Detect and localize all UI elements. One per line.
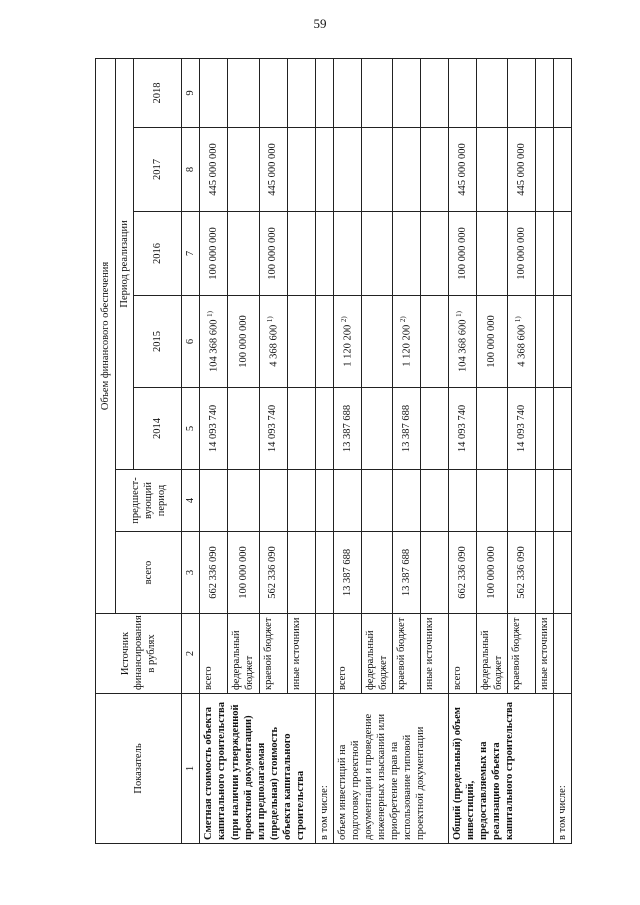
empty-cell xyxy=(315,128,333,212)
y2018-cell xyxy=(448,58,476,127)
y2017-cell: 445 000 000 xyxy=(200,128,228,212)
y2016-cell: 100 000 000 xyxy=(508,212,536,296)
page-number: 59 xyxy=(313,16,327,31)
source-cell: федеральный бюджет xyxy=(361,614,392,694)
y2014-cell: 14 093 740 xyxy=(508,388,536,470)
indicator-cell: Сметная стоимость объекта капитального строительства (при наличии утвержденной проектной документации) или предполагаемая (предельная) стоимость объекта капитального строительства xyxy=(200,694,315,844)
y2014-cell xyxy=(476,388,507,470)
subheading-cell: в том числе: xyxy=(315,694,333,844)
total-cell: 13 387 688 xyxy=(392,532,420,614)
col-number: 4 xyxy=(182,470,200,532)
header-impl-period: Период реализации xyxy=(116,58,134,469)
y2017-cell xyxy=(476,128,507,212)
prev-cell xyxy=(392,470,420,532)
total-cell: 662 336 090 xyxy=(448,532,476,614)
source-cell: иные источники xyxy=(536,614,554,694)
header-indicator: Показатель xyxy=(96,694,182,844)
y2017-cell: 445 000 000 xyxy=(448,128,476,212)
indicator-cell: Общий (предельный) объем инвестиций, предоставляемых на реализацию объекта капитального строительства xyxy=(448,694,553,844)
rotated-table-container xyxy=(95,59,569,844)
y2016-cell xyxy=(476,212,507,296)
footnote-marker: 1) xyxy=(265,316,274,323)
y2017-cell xyxy=(228,128,259,212)
y2018-cell xyxy=(228,58,259,127)
y2018-cell xyxy=(333,58,361,127)
y2016-cell: 100 000 000 xyxy=(200,212,228,296)
source-cell: иные источники xyxy=(287,614,315,694)
footnote-marker: 2) xyxy=(339,316,348,323)
y2017-cell: 445 000 000 xyxy=(508,128,536,212)
source-cell: всего xyxy=(448,614,476,694)
prev-cell xyxy=(508,470,536,532)
empty-cell xyxy=(554,614,572,694)
source-cell: иные источники xyxy=(420,614,448,694)
source-cell: всего xyxy=(333,614,361,694)
prev-cell xyxy=(259,470,287,532)
empty-cell xyxy=(554,128,572,212)
y2018-cell xyxy=(508,58,536,127)
col-number: 1 xyxy=(182,694,200,844)
footnote-marker: 1) xyxy=(455,311,464,317)
y2014-cell xyxy=(536,388,554,470)
col-number: 2 xyxy=(182,614,200,694)
total-cell xyxy=(361,532,392,614)
source-cell: федеральный бюджет xyxy=(228,614,259,694)
y2018-cell xyxy=(259,58,287,127)
y2016-cell xyxy=(392,212,420,296)
prev-cell xyxy=(536,470,554,532)
total-cell: 562 336 090 xyxy=(259,532,287,614)
col-number: 9 xyxy=(182,58,200,127)
y2015-cell xyxy=(420,296,448,388)
footnote-marker: 2) xyxy=(399,316,408,323)
empty-cell xyxy=(315,58,333,127)
y2016-cell xyxy=(420,212,448,296)
footnote-marker: 1) xyxy=(514,316,523,323)
y2015-cell xyxy=(361,296,392,388)
empty-cell xyxy=(554,58,572,127)
y2016-cell xyxy=(536,212,554,296)
col-number: 6 xyxy=(182,296,200,388)
source-cell: краевой бюджет xyxy=(259,614,287,694)
header-year: 2014 xyxy=(134,388,182,470)
prev-cell xyxy=(287,470,315,532)
y2014-cell: 14 093 740 xyxy=(200,388,228,470)
y2014-cell: 14 093 740 xyxy=(259,388,287,470)
y2015-cell: 100 000 000 xyxy=(228,296,259,388)
y2014-cell: 13 387 688 xyxy=(392,388,420,470)
col-number: 3 xyxy=(182,532,200,614)
y2014-cell xyxy=(228,388,259,470)
y2018-cell xyxy=(200,58,228,127)
y2014-cell xyxy=(420,388,448,470)
y2016-cell: 100 000 000 xyxy=(448,212,476,296)
prev-cell xyxy=(420,470,448,532)
total-cell: 13 387 688 xyxy=(333,532,361,614)
empty-cell xyxy=(554,532,572,614)
prev-cell xyxy=(448,470,476,532)
source-cell: краевой бюджет xyxy=(392,614,420,694)
y2017-cell: 445 000 000 xyxy=(259,128,287,212)
financing-table xyxy=(95,58,572,844)
y2015-cell: 104 368 600 $^{1)}$ xyxy=(448,296,476,388)
y2018-cell xyxy=(287,58,315,127)
y2017-cell xyxy=(333,128,361,212)
y2015-cell: 4 368 600 $^{1)}$ xyxy=(259,296,287,388)
prev-cell xyxy=(228,470,259,532)
y2015-cell: 4 368 600 $^{1)}$ xyxy=(508,296,536,388)
y2016-cell: 100 000 000 xyxy=(259,212,287,296)
header-year: 2017 xyxy=(134,128,182,212)
source-cell: краевой бюджет xyxy=(508,614,536,694)
y2016-cell xyxy=(228,212,259,296)
header-prev-period: предшест-вующий период xyxy=(116,470,182,532)
y2015-cell: 100 000 000 xyxy=(476,296,507,388)
y2016-cell xyxy=(333,212,361,296)
y2015-cell: 1 120 200 $^{2)}$ xyxy=(333,296,361,388)
total-cell: 100 000 000 xyxy=(228,532,259,614)
subheading-cell: в том числе: xyxy=(554,694,572,844)
empty-cell xyxy=(554,212,572,296)
y2014-cell: 14 093 740 xyxy=(448,388,476,470)
y2015-cell xyxy=(536,296,554,388)
total-cell: 100 000 000 xyxy=(476,532,507,614)
y2014-cell xyxy=(287,388,315,470)
empty-cell xyxy=(315,388,333,470)
total-cell xyxy=(287,532,315,614)
y2017-cell xyxy=(287,128,315,212)
total-cell xyxy=(536,532,554,614)
empty-cell xyxy=(554,470,572,532)
y2017-cell xyxy=(392,128,420,212)
empty-cell xyxy=(315,470,333,532)
indicator-cell: объем инвестиций на подготовку проектной документации и проведение инженерных изысканий или приобретение прав на использование типовой проектной документации xyxy=(333,694,448,844)
total-cell: 662 336 090 xyxy=(200,532,228,614)
empty-cell xyxy=(315,614,333,694)
prev-cell xyxy=(361,470,392,532)
source-cell: всего xyxy=(200,614,228,694)
y2017-cell xyxy=(420,128,448,212)
empty-cell xyxy=(315,296,333,388)
y2016-cell xyxy=(361,212,392,296)
header-year: 2015 xyxy=(134,296,182,388)
col-number: 7 xyxy=(182,212,200,296)
empty-cell xyxy=(554,296,572,388)
y2015-cell: 104 368 600 $^{1)}$ xyxy=(200,296,228,388)
col-number: 8 xyxy=(182,128,200,212)
y2015-cell xyxy=(287,296,315,388)
prev-cell xyxy=(200,470,228,532)
prev-cell xyxy=(333,470,361,532)
prev-cell xyxy=(476,470,507,532)
y2015-cell: 1 120 200 $^{2)}$ xyxy=(392,296,420,388)
total-cell xyxy=(420,532,448,614)
header-source: Источник финансирования в рублях xyxy=(96,614,182,694)
empty-cell xyxy=(315,212,333,296)
empty-cell xyxy=(554,388,572,470)
y2017-cell xyxy=(361,128,392,212)
header-total: всего xyxy=(116,532,182,614)
source-cell: федеральный бюджет xyxy=(476,614,507,694)
footnote-marker: 1) xyxy=(206,311,215,317)
header-funding-volume: Объем финансового обеспечения xyxy=(96,58,116,613)
y2016-cell xyxy=(287,212,315,296)
y2014-cell: 13 387 688 xyxy=(333,388,361,470)
empty-cell xyxy=(315,532,333,614)
y2017-cell xyxy=(536,128,554,212)
total-cell: 562 336 090 xyxy=(508,532,536,614)
y2018-cell xyxy=(476,58,507,127)
y2018-cell xyxy=(536,58,554,127)
col-number: 5 xyxy=(182,388,200,470)
y2018-cell xyxy=(361,58,392,127)
header-year: 2016 xyxy=(134,212,182,296)
y2018-cell xyxy=(420,58,448,127)
y2014-cell xyxy=(361,388,392,470)
header-year: 2018 xyxy=(134,58,182,127)
y2018-cell xyxy=(392,58,420,127)
